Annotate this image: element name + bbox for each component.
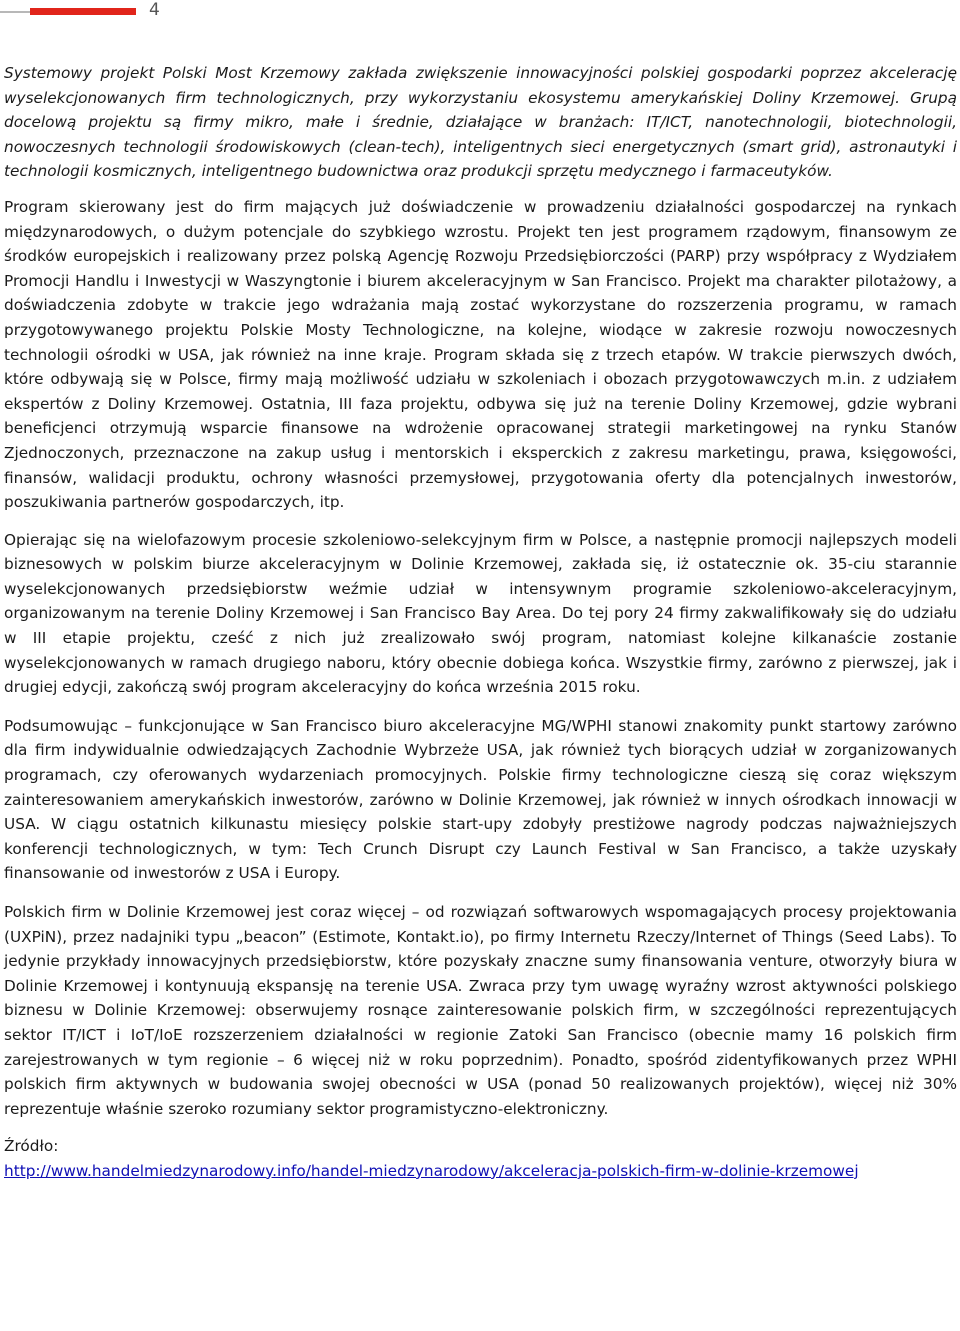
page-number: 4 [149,0,160,20]
page-header-rule [0,8,960,17]
header-rule-accent [30,8,136,15]
paragraph-selection: Opierając się na wielofazowym procesie szkoleniowo-selekcyjnym firm w Polsce, a następnie promocji najlepszych modeli biznesowych w polskim biurze akceleracyjnym w Dolinie Krzemowej, zakłada się, iż ostatecznie ok. 35-ciu starannie wyselekcjonowanych przedsiębiorstw weźmie udział w intensywnym programie szkoleniowo-akceleracyjnym, organizowanym na terenie Doliny Krzemowej i San Francisco Bay Area. Do tej pory 24 firmy zakwalifikowały się do udziału w III etapie projektu, cześć z nich już zrealizowało swój program, natomiast kolejne kilkanaście zostanie wyselekcjonowanych w ramach drugiego naboru, który obecnie dobiega końca. Wszystkie firmy, zarówno z pierwszej, jak i drugiej edycji, zakończą swój program akceleracyjny do końca września 2015 roku. [4,530,957,697]
source-label: Źródło: [4,1137,59,1156]
document-body [4,61,957,1184]
paragraph-polish-firms: Polskich firm w Dolinie Krzemowej jest coraz więcej – od rozwiązań softwarowych wspomagających procesy projektowania (UXPiN), przez nadajniki typu „beacon” (Estimote, Kontakt.io), po firmy Internetu Rzeczy/Internet of Things (Seed Labs). To jedynie przykłady innowacyjnych przedsiębiorstw, które pozyskały znaczne sumy finansowania venture, otworzyły biura w Dolinie Krzemowej i kontynuują ekspansję na terenie USA. Zwraca przy tym uwagę wyraźny wzrost aktywności polskiego biznesu w Dolinie Krzemowej: obserwujemy rosnące zainteresowanie polskich firm, w szczególności reprezentujących sektor IT/ICT i IoT/IoE rozszerzeniem działalności w regionie Zatoki San Francisco (obecnie mamy 16 polskich firm zarejestrowanych w tym regionie – 6 więcej niż w roku poprzednim). Ponadto, spośród zidentyfikowanych przez WPHI polskich firm aktywnych w budowania swojej obecności w USA (ponad 50 realizowanych projektów), więcej niż 30% reprezentuje właśnie szeroko rozumiany sektor programistyczno-elektroniczny. [4,903,957,1118]
source-link[interactable]: http://www.handelmiedzynarodowy.info/handel-miedzynarodowy/akceleracja-polskich-firm-w-dolinie-krzemowej [4,1161,859,1180]
paragraph-program: Program skierowany jest do firm mających już doświadczenie w prowadzeniu działalności gospodarczej na rynkach międzynarodowych, o dużym potencjale do szybkiego wzrostu. Projekt ten jest programem rządowym, finansowym ze środków europejskich i realizowany przez polską Agencję Rozwoju Przedsiębiorczości (PARP) przy współpracy z Wydziałem Promocji Handlu i Inwestycji w Waszyngtonie i biurem akceleracyjnym w San Francisco. Projekt ma charakter pilotażowy, a doświadczenia zdobyte w trakcie jego wdrażania mają zostać wykorzystane do rozszerzenia programu, w ramach przygotowywanego projektu Polskie Mosty Technologiczne, na kolejne, wiodące w zakresie rozwoju nowoczesnych technologii ośrodki w USA, jak również na inne kraje. Program składa się z trzech etapów. W trakcie pierwszych dwóch, które odbywają się w Polsce, firmy mają możliwość udziału w szkoleniach i obozach przygotowawczych m.in. z udziałem ekspertów z Doliny Krzemowej. Ostatnia, III faza projektu, odbywa się już na terenie Doliny Krzemowej, gdzie wybrani beneficjenci otrzymują wsparcie finansowe na wdrożenie opracowanej strategii marketingowej na rynku Stanów Zjednoczonych, przeznaczone na zakup usług i mentorskich i eksperckich z zakresu marketingu, prawa, księgowości, finansów, walidacji produktu, ochrony własności przemysłowej, przygotowania oferty dla potencjalnych inwestorów, poszukiwania partnerów gospodarczych, itp. [4,197,957,512]
paragraph-intro: Systemowy projekt Polski Most Krzemowy zakłada zwiększenie innowacyjności polskiej gospodarki poprzez akcelerację wyselekcjonowanych firm technologicznych, przy wykorzystaniu ekosystemu amerykańskiej Doliny Krzemowej. Grupą docelową projektu są firmy mikro, małe i średnie, działające w branżach: IT/ICT, nanotechnologii, biotechnologii, nowoczesnych technologii środowiskowych (clean-tech), inteligentnych sieci energetycznych (smart grid), astronautyki i technologii kosmicznych, inteligentnego budownictwa oraz produkcji sprzętu medycznego i farmaceutyków. [4,64,957,181]
header-rule-grey [0,11,30,13]
paragraph-summary: Podsumowując – funkcjonujące w San Francisco biuro akceleracyjne MG/WPHI stanowi znakomity punkt startowy zarówno dla firm indywidualnie odwiedzających Zachodnie Wybrzeże USA, jak również tych biorących udział w zorganizowanych programach, czy oferowanych wydarzeniach promocyjnych. Polskie firmy technologiczne cieszą się coraz większym zainteresowaniem amerykańskich inwestorów, zarówno w Dolinie Krzemowej, jak również w innych ośrodkach innowacji w USA. W ciągu ostatnich kilkunastu miesięcy polskie start-upy zdobyły prestiżowe nagrody podczas najważniejszych konferencji technologicznych, w tym: Tech Crunch Disrupt czy Launch Festival w San Francisco, a także uzyskały finansowanie od inwestorów z USA i Europy. [4,716,957,883]
